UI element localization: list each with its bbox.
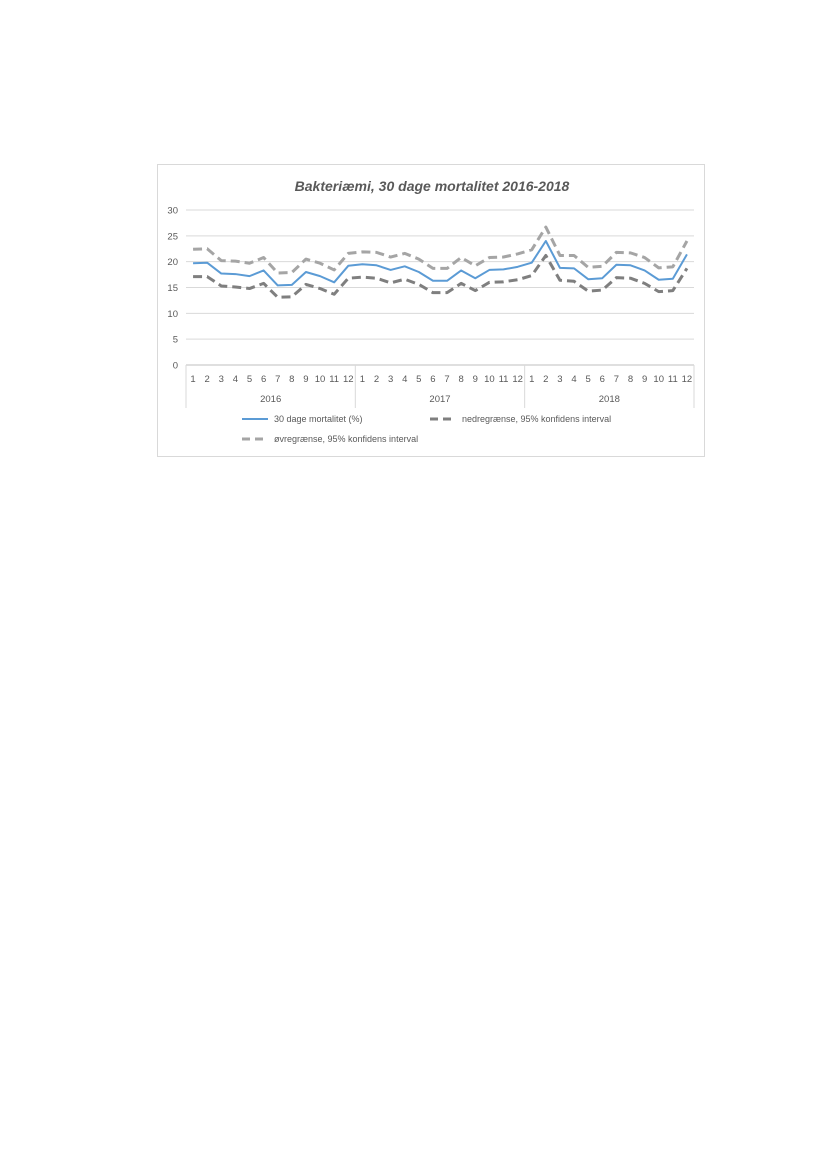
x-tick-label: 9: [303, 374, 309, 385]
series-line-0: [193, 241, 687, 285]
x-tick-label: 10: [314, 374, 326, 385]
x-tick-label: 2: [543, 374, 549, 385]
x-tick-label: 2: [204, 374, 210, 385]
y-tick-label: 10: [167, 308, 178, 320]
y-tick-label: 15: [167, 283, 178, 294]
x-tick-label: 12: [342, 374, 354, 385]
x-year-label: 2017: [429, 394, 451, 405]
x-tick-label: 5: [416, 374, 422, 385]
x-year-label: 2018: [598, 394, 620, 405]
y-tick-label: 25: [167, 231, 178, 243]
x-tick-label: 8: [289, 374, 295, 385]
x-tick-label: 10: [484, 374, 495, 385]
x-tick-label: 2: [373, 374, 380, 385]
x-tick-label: 12: [681, 374, 693, 385]
x-tick-label: 3: [557, 374, 563, 385]
x-tick-label: 8: [458, 374, 464, 385]
x-tick-label: 4: [571, 374, 577, 385]
series-line-2: [193, 227, 687, 273]
x-year-label: 2016: [260, 394, 282, 405]
legend-label-0: 30 dage mortalitet (%): [274, 414, 363, 424]
x-tick-label: 4: [232, 374, 239, 385]
x-tick-label: 12: [512, 374, 523, 385]
x-tick-label: 3: [218, 374, 224, 385]
x-tick-label: 11: [329, 374, 340, 385]
x-tick-label: 10: [653, 374, 665, 385]
x-tick-label: 11: [498, 374, 509, 385]
x-tick-label: 3: [387, 374, 394, 385]
x-tick-label: 6: [430, 374, 436, 385]
x-tick-label: 11: [667, 374, 678, 385]
x-tick-label: 1: [359, 374, 366, 385]
x-tick-label: 8: [627, 374, 634, 385]
legend-label-2: øvregrænse, 95% konfidens interval: [274, 434, 419, 444]
x-tick-label: 4: [402, 374, 408, 385]
x-tick-label: 5: [246, 374, 253, 385]
y-tick-label: 5: [172, 334, 178, 346]
x-tick-label: 9: [641, 374, 648, 385]
x-tick-label: 6: [599, 374, 605, 385]
x-tick-label: 7: [613, 374, 620, 385]
x-tick-label: 5: [585, 374, 591, 385]
x-tick-label: 1: [190, 374, 196, 385]
mortality-chart: [158, 165, 706, 458]
chart-frame: [157, 164, 705, 457]
y-tick-label: 30: [167, 205, 178, 217]
x-tick-label: 6: [260, 374, 267, 385]
legend-label-1: nedregrænse, 95% konfidens interval: [462, 414, 612, 424]
x-tick-label: 7: [444, 374, 450, 385]
chart-title: Bakteriæmi, 30 dage mortalitet 2016-2018: [294, 178, 570, 194]
x-tick-label: 1: [529, 374, 535, 385]
y-tick-label: 20: [167, 257, 178, 269]
x-tick-label: 9: [472, 374, 478, 385]
x-tick-label: 7: [275, 374, 281, 385]
y-tick-label: 0: [172, 360, 178, 372]
